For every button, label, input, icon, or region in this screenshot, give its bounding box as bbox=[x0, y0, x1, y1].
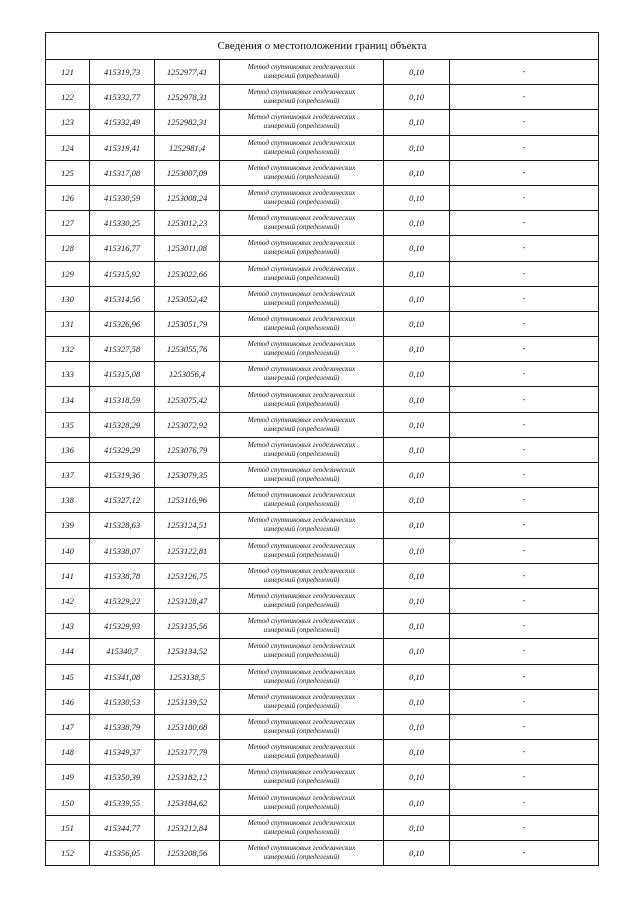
accuracy: 0,10 bbox=[384, 412, 450, 437]
method-line-1: Метод спутниковых геодезических bbox=[247, 491, 356, 500]
accuracy: 0,10 bbox=[384, 60, 450, 85]
coord-x: 415315,08 bbox=[90, 362, 155, 387]
method-line-2: измерений (определений) bbox=[263, 827, 340, 836]
method-line-2: измерений (определений) bbox=[263, 752, 340, 761]
point-number: 132 bbox=[46, 337, 90, 362]
table-row bbox=[46, 714, 599, 739]
accuracy: 0,10 bbox=[384, 765, 450, 790]
note: - bbox=[450, 85, 599, 110]
point-number: 133 bbox=[46, 362, 90, 387]
accuracy: 0,10 bbox=[384, 614, 450, 639]
note: - bbox=[450, 463, 599, 488]
coord-y: 1253076,79 bbox=[155, 437, 220, 462]
coord-y: 1253182,12 bbox=[155, 765, 220, 790]
method-line-2: измерений (определений) bbox=[263, 525, 340, 534]
accuracy: 0,10 bbox=[384, 387, 450, 412]
note: - bbox=[450, 362, 599, 387]
coord-y: 1253079,35 bbox=[155, 463, 220, 488]
point-number: 148 bbox=[46, 740, 90, 765]
table-row bbox=[46, 765, 599, 790]
accuracy: 0,10 bbox=[384, 437, 450, 462]
accuracy: 0,10 bbox=[384, 815, 450, 840]
note: - bbox=[450, 160, 599, 185]
method bbox=[220, 639, 384, 664]
coord-x: 415329,29 bbox=[90, 437, 155, 462]
method-line-1: Метод спутниковых геодезических bbox=[247, 692, 356, 701]
method bbox=[220, 362, 384, 387]
coord-y: 1253180,68 bbox=[155, 714, 220, 739]
method-line-2: измерений (определений) bbox=[263, 500, 340, 509]
method bbox=[220, 740, 384, 765]
note: - bbox=[450, 60, 599, 85]
method bbox=[220, 614, 384, 639]
method bbox=[220, 513, 384, 538]
coord-y: 1252981,4 bbox=[155, 135, 220, 160]
method-line-1: Метод спутниковых геодезических bbox=[247, 592, 356, 601]
table-title: Сведения о местоположении границ объекта bbox=[46, 33, 599, 60]
title-row bbox=[46, 33, 599, 60]
coord-y: 1252977,41 bbox=[155, 60, 220, 85]
table-row bbox=[46, 740, 599, 765]
coord-y: 1253128,47 bbox=[155, 588, 220, 613]
method-line-1: Метод спутниковых геодезических bbox=[247, 314, 356, 323]
accuracy: 0,10 bbox=[384, 588, 450, 613]
method-line-1: Метод спутниковых геодезических bbox=[247, 516, 356, 525]
method-line-1: Метод спутниковых геодезических bbox=[247, 340, 356, 349]
point-number: 136 bbox=[46, 437, 90, 462]
coord-y: 1253116,96 bbox=[155, 488, 220, 513]
accuracy: 0,10 bbox=[384, 362, 450, 387]
method-line-1: Метод спутниковых геодезических bbox=[247, 566, 356, 575]
method-line-2: измерений (определений) bbox=[263, 852, 340, 861]
method bbox=[220, 815, 384, 840]
method-line-2: измерений (определений) bbox=[263, 676, 340, 685]
method-line-2: измерений (определений) bbox=[263, 198, 340, 207]
accuracy: 0,10 bbox=[384, 337, 450, 362]
method-line-1: Метод спутниковых геодезических bbox=[247, 239, 356, 248]
table-row bbox=[46, 160, 599, 185]
method-line-1: Метод спутниковых геодезических bbox=[247, 289, 356, 298]
coord-y: 1252978,31 bbox=[155, 85, 220, 110]
accuracy: 0,10 bbox=[384, 740, 450, 765]
coord-y: 1253135,56 bbox=[155, 614, 220, 639]
coord-x: 415314,56 bbox=[90, 286, 155, 311]
accuracy: 0,10 bbox=[384, 236, 450, 261]
method-line-2: измерений (определений) bbox=[263, 651, 340, 660]
method bbox=[220, 689, 384, 714]
accuracy: 0,10 bbox=[384, 463, 450, 488]
table-row bbox=[46, 286, 599, 311]
coord-y: 1253022,66 bbox=[155, 261, 220, 286]
method bbox=[220, 110, 384, 135]
method-line-2: измерений (определений) bbox=[263, 172, 340, 181]
accuracy: 0,10 bbox=[384, 714, 450, 739]
coord-x: 415330,25 bbox=[90, 211, 155, 236]
method bbox=[220, 60, 384, 85]
method-line-1: Метод спутниковых геодезических bbox=[247, 189, 356, 198]
coord-x: 415327,12 bbox=[90, 488, 155, 513]
note: - bbox=[450, 664, 599, 689]
point-number: 123 bbox=[46, 110, 90, 135]
coord-x: 415327,58 bbox=[90, 337, 155, 362]
method-line-2: измерений (определений) bbox=[263, 223, 340, 232]
note: - bbox=[450, 639, 599, 664]
coord-x: 415338,78 bbox=[90, 563, 155, 588]
table-row bbox=[46, 85, 599, 110]
table-row bbox=[46, 261, 599, 286]
point-number: 126 bbox=[46, 185, 90, 210]
method bbox=[220, 588, 384, 613]
coord-x: 415319,73 bbox=[90, 60, 155, 85]
point-number: 147 bbox=[46, 714, 90, 739]
note: - bbox=[450, 740, 599, 765]
table-row bbox=[46, 488, 599, 513]
boundary-table bbox=[45, 32, 599, 866]
table-row bbox=[46, 437, 599, 462]
table-row bbox=[46, 664, 599, 689]
table-row bbox=[46, 412, 599, 437]
note: - bbox=[450, 840, 599, 865]
table-row bbox=[46, 614, 599, 639]
method-line-1: Метод спутниковых геодезических bbox=[247, 667, 356, 676]
note: - bbox=[450, 765, 599, 790]
table-row bbox=[46, 185, 599, 210]
accuracy: 0,10 bbox=[384, 790, 450, 815]
table-row bbox=[46, 362, 599, 387]
table-row bbox=[46, 110, 599, 135]
point-number: 137 bbox=[46, 463, 90, 488]
note: - bbox=[450, 211, 599, 236]
coord-x: 415349,37 bbox=[90, 740, 155, 765]
coord-x: 415319,41 bbox=[90, 135, 155, 160]
note: - bbox=[450, 261, 599, 286]
method bbox=[220, 261, 384, 286]
coord-y: 1253075,42 bbox=[155, 387, 220, 412]
coord-y: 1253008,24 bbox=[155, 185, 220, 210]
table-row bbox=[46, 387, 599, 412]
note: - bbox=[450, 513, 599, 538]
accuracy: 0,10 bbox=[384, 110, 450, 135]
note: - bbox=[450, 538, 599, 563]
method-line-2: измерений (определений) bbox=[263, 122, 340, 131]
accuracy: 0,10 bbox=[384, 840, 450, 865]
accuracy: 0,10 bbox=[384, 563, 450, 588]
method bbox=[220, 437, 384, 462]
method-line-2: измерений (определений) bbox=[263, 550, 340, 559]
method-line-1: Метод спутниковых геодезических bbox=[247, 541, 356, 550]
point-number: 138 bbox=[46, 488, 90, 513]
method-line-1: Метод спутниковых геодезических bbox=[247, 617, 356, 626]
accuracy: 0,10 bbox=[384, 160, 450, 185]
point-number: 139 bbox=[46, 513, 90, 538]
note: - bbox=[450, 614, 599, 639]
note: - bbox=[450, 135, 599, 160]
table-row bbox=[46, 311, 599, 336]
accuracy: 0,10 bbox=[384, 538, 450, 563]
coord-y: 1253208,56 bbox=[155, 840, 220, 865]
method-line-2: измерений (определений) bbox=[263, 248, 340, 257]
method-line-1: Метод спутниковых геодезических bbox=[247, 138, 356, 147]
note: - bbox=[450, 815, 599, 840]
point-number: 131 bbox=[46, 311, 90, 336]
coord-x: 415341,08 bbox=[90, 664, 155, 689]
point-number: 151 bbox=[46, 815, 90, 840]
method-line-1: Метод спутниковых геодезических bbox=[247, 793, 356, 802]
table-row bbox=[46, 790, 599, 815]
method bbox=[220, 765, 384, 790]
method bbox=[220, 135, 384, 160]
table-row bbox=[46, 840, 599, 865]
table-row bbox=[46, 60, 599, 85]
accuracy: 0,10 bbox=[384, 211, 450, 236]
accuracy: 0,10 bbox=[384, 286, 450, 311]
table-row bbox=[46, 135, 599, 160]
coord-x: 415338,07 bbox=[90, 538, 155, 563]
coord-x: 415330,59 bbox=[90, 185, 155, 210]
method-line-1: Метод спутниковых геодезических bbox=[247, 415, 356, 424]
method-line-1: Метод спутниковых геодезических bbox=[247, 214, 356, 223]
method-line-1: Метод спутниковых геодезических bbox=[247, 466, 356, 475]
accuracy: 0,10 bbox=[384, 85, 450, 110]
coord-y: 1253134,52 bbox=[155, 639, 220, 664]
method-line-2: измерений (определений) bbox=[263, 72, 340, 81]
point-number: 134 bbox=[46, 387, 90, 412]
coord-y: 1253011,08 bbox=[155, 236, 220, 261]
method bbox=[220, 714, 384, 739]
coord-x: 415340,7 bbox=[90, 639, 155, 664]
method-line-2: измерений (определений) bbox=[263, 802, 340, 811]
coord-x: 415317,08 bbox=[90, 160, 155, 185]
note: - bbox=[450, 412, 599, 437]
method bbox=[220, 337, 384, 362]
method bbox=[220, 463, 384, 488]
coord-x: 415329,22 bbox=[90, 588, 155, 613]
table-row bbox=[46, 689, 599, 714]
coord-y: 1253072,92 bbox=[155, 412, 220, 437]
note: - bbox=[450, 286, 599, 311]
method-line-1: Метод спутниковых геодезических bbox=[247, 642, 356, 651]
accuracy: 0,10 bbox=[384, 185, 450, 210]
coord-x: 415330,53 bbox=[90, 689, 155, 714]
accuracy: 0,10 bbox=[384, 689, 450, 714]
point-number: 141 bbox=[46, 563, 90, 588]
note: - bbox=[450, 588, 599, 613]
point-number: 121 bbox=[46, 60, 90, 85]
method bbox=[220, 790, 384, 815]
coord-x: 415344,77 bbox=[90, 815, 155, 840]
method-line-1: Метод спутниковых геодезических bbox=[247, 264, 356, 273]
coord-x: 415315,92 bbox=[90, 261, 155, 286]
note: - bbox=[450, 437, 599, 462]
method-line-2: измерений (определений) bbox=[263, 475, 340, 484]
method-line-1: Метод спутниковых геодезических bbox=[247, 390, 356, 399]
coord-y: 1253124,51 bbox=[155, 513, 220, 538]
note: - bbox=[450, 563, 599, 588]
method-line-2: измерений (определений) bbox=[263, 701, 340, 710]
coord-x: 415338,79 bbox=[90, 714, 155, 739]
note: - bbox=[450, 311, 599, 336]
point-number: 150 bbox=[46, 790, 90, 815]
coord-y: 1253012,23 bbox=[155, 211, 220, 236]
coord-y: 1253055,76 bbox=[155, 337, 220, 362]
table-row bbox=[46, 337, 599, 362]
accuracy: 0,10 bbox=[384, 639, 450, 664]
document-sheet bbox=[45, 32, 598, 866]
method-line-1: Метод спутниковых геодезических bbox=[247, 818, 356, 827]
coord-y: 1253007,09 bbox=[155, 160, 220, 185]
point-number: 135 bbox=[46, 412, 90, 437]
point-number: 145 bbox=[46, 664, 90, 689]
coord-y: 1252982,31 bbox=[155, 110, 220, 135]
method-line-2: измерений (определений) bbox=[263, 273, 340, 282]
coord-x: 415332,49 bbox=[90, 110, 155, 135]
point-number: 124 bbox=[46, 135, 90, 160]
point-number: 127 bbox=[46, 211, 90, 236]
note: - bbox=[450, 110, 599, 135]
method-line-2: измерений (определений) bbox=[263, 97, 340, 106]
coord-y: 1253051,79 bbox=[155, 311, 220, 336]
method-line-2: измерений (определений) bbox=[263, 399, 340, 408]
table-row bbox=[46, 211, 599, 236]
method-line-2: измерений (определений) bbox=[263, 449, 340, 458]
method-line-1: Метод спутниковых геодезических bbox=[247, 163, 356, 172]
method bbox=[220, 412, 384, 437]
coord-x: 415319,36 bbox=[90, 463, 155, 488]
point-number: 144 bbox=[46, 639, 90, 664]
method-line-2: измерений (определений) bbox=[263, 575, 340, 584]
note: - bbox=[450, 387, 599, 412]
point-number: 142 bbox=[46, 588, 90, 613]
method bbox=[220, 563, 384, 588]
coord-x: 415339,55 bbox=[90, 790, 155, 815]
coord-x: 415350,39 bbox=[90, 765, 155, 790]
note: - bbox=[450, 185, 599, 210]
point-number: 143 bbox=[46, 614, 90, 639]
point-number: 129 bbox=[46, 261, 90, 286]
method-line-2: измерений (определений) bbox=[263, 147, 340, 156]
method-line-1: Метод спутниковых геодезических bbox=[247, 743, 356, 752]
table-row bbox=[46, 513, 599, 538]
method bbox=[220, 185, 384, 210]
coord-x: 415329,93 bbox=[90, 614, 155, 639]
coord-x: 415356,05 bbox=[90, 840, 155, 865]
method bbox=[220, 488, 384, 513]
method-line-2: измерений (определений) bbox=[263, 349, 340, 358]
table-row bbox=[46, 236, 599, 261]
accuracy: 0,10 bbox=[384, 488, 450, 513]
accuracy: 0,10 bbox=[384, 135, 450, 160]
coord-y: 1253122,81 bbox=[155, 538, 220, 563]
point-number: 122 bbox=[46, 85, 90, 110]
coord-y: 1253138,5 bbox=[155, 664, 220, 689]
method-line-1: Метод спутниковых геодезических bbox=[247, 63, 356, 72]
point-number: 130 bbox=[46, 286, 90, 311]
point-number: 149 bbox=[46, 765, 90, 790]
note: - bbox=[450, 337, 599, 362]
method-line-2: измерений (определений) bbox=[263, 323, 340, 332]
note: - bbox=[450, 790, 599, 815]
method-line-2: измерений (определений) bbox=[263, 424, 340, 433]
method-line-1: Метод спутниковых геодезических bbox=[247, 113, 356, 122]
method-line-2: измерений (определений) bbox=[263, 374, 340, 383]
method bbox=[220, 538, 384, 563]
method bbox=[220, 160, 384, 185]
coord-y: 1253126,75 bbox=[155, 563, 220, 588]
accuracy: 0,10 bbox=[384, 664, 450, 689]
note: - bbox=[450, 689, 599, 714]
coord-x: 415316,77 bbox=[90, 236, 155, 261]
table-row bbox=[46, 563, 599, 588]
method-line-2: измерений (определений) bbox=[263, 626, 340, 635]
coord-x: 415328,29 bbox=[90, 412, 155, 437]
point-number: 152 bbox=[46, 840, 90, 865]
coord-y: 1253052,42 bbox=[155, 286, 220, 311]
method-line-1: Метод спутниковых геодезических bbox=[247, 440, 356, 449]
coord-y: 1253177,79 bbox=[155, 740, 220, 765]
method-line-2: измерений (определений) bbox=[263, 298, 340, 307]
method-line-1: Метод спутниковых геодезических bbox=[247, 717, 356, 726]
coord-x: 415328,63 bbox=[90, 513, 155, 538]
note: - bbox=[450, 488, 599, 513]
method bbox=[220, 211, 384, 236]
method-line-1: Метод спутниковых геодезических bbox=[247, 843, 356, 852]
table-row bbox=[46, 538, 599, 563]
method bbox=[220, 286, 384, 311]
table-row bbox=[46, 815, 599, 840]
method bbox=[220, 840, 384, 865]
method bbox=[220, 664, 384, 689]
accuracy: 0,10 bbox=[384, 261, 450, 286]
method-line-1: Метод спутниковых геодезических bbox=[247, 768, 356, 777]
note: - bbox=[450, 236, 599, 261]
method-line-1: Метод спутниковых геодезических bbox=[247, 88, 356, 97]
method-line-2: измерений (определений) bbox=[263, 726, 340, 735]
point-number: 140 bbox=[46, 538, 90, 563]
coord-y: 1253139,52 bbox=[155, 689, 220, 714]
table-row bbox=[46, 639, 599, 664]
point-number: 146 bbox=[46, 689, 90, 714]
coord-x: 415326,96 bbox=[90, 311, 155, 336]
method bbox=[220, 85, 384, 110]
method bbox=[220, 387, 384, 412]
coord-y: 1253056,4 bbox=[155, 362, 220, 387]
method bbox=[220, 236, 384, 261]
method-line-2: измерений (определений) bbox=[263, 601, 340, 610]
coord-x: 415332,77 bbox=[90, 85, 155, 110]
accuracy: 0,10 bbox=[384, 311, 450, 336]
table-row bbox=[46, 588, 599, 613]
method-line-2: измерений (определений) bbox=[263, 777, 340, 786]
coord-x: 415318,59 bbox=[90, 387, 155, 412]
coord-y: 1253184,62 bbox=[155, 790, 220, 815]
method bbox=[220, 311, 384, 336]
note: - bbox=[450, 714, 599, 739]
table-row bbox=[46, 463, 599, 488]
coord-y: 1253212,84 bbox=[155, 815, 220, 840]
point-number: 125 bbox=[46, 160, 90, 185]
accuracy: 0,10 bbox=[384, 513, 450, 538]
point-number: 128 bbox=[46, 236, 90, 261]
method-line-1: Метод спутниковых геодезических bbox=[247, 365, 356, 374]
